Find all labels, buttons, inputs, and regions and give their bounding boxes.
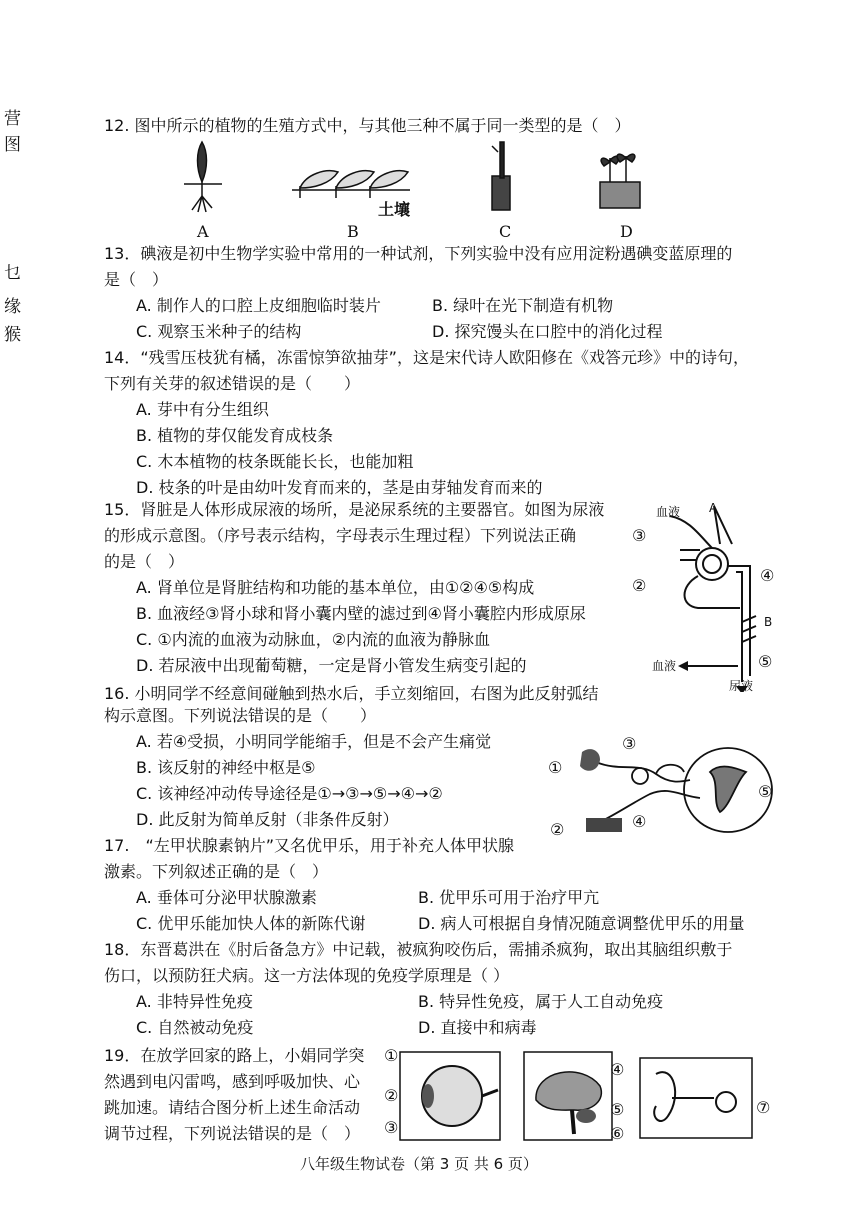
- page-footer: 八年级生物试卷（第 3 页 共 6 页）: [300, 1155, 538, 1173]
- marker-4: ④: [760, 566, 775, 585]
- q19-stem: 调节过程，下列说法错误的是（ ）: [104, 1124, 361, 1143]
- q16-stem: 构示意图。下列说法错误的是（ ）: [104, 706, 377, 725]
- reflex-arc-diagram: [560, 732, 780, 842]
- q17-option-d: D. 病人可根据自身情况随意调整优甲乐的用量: [418, 914, 745, 933]
- marker-6: ⑥: [610, 1124, 625, 1143]
- marker-2: ②: [550, 820, 565, 839]
- q12-figure: [170, 138, 650, 238]
- brain-diagram: [522, 1050, 614, 1142]
- q14-option-d: D. 枝条的叶是由幼叶发育而来的，茎是由芽轴发育而来的: [136, 478, 543, 497]
- eye-diagram: [398, 1050, 502, 1142]
- q13-stem: 13．碘液是初中生物学实验中常用的一种试剂，下列实验中没有应用淀粉遇碘变蓝原理的: [104, 244, 733, 263]
- q14-option-c: C. 木本植物的枝条既能长长，也能加粗: [136, 452, 414, 471]
- q17-stem: 17. “左甲状腺素钠片”又名优甲乐，用于补充人体甲状腺: [104, 836, 515, 855]
- marker-5: ⑤: [758, 652, 773, 671]
- marker-2: ②: [384, 1086, 399, 1105]
- figure-b-icon: [292, 171, 410, 198]
- figure-c-icon: [492, 142, 510, 210]
- q16-option-d: D. 此反射为简单反射（非条件反射）: [136, 810, 399, 829]
- q14-option-b: B. 植物的芽仅能发育成枝条: [136, 426, 334, 445]
- margin-char: 图: [4, 135, 21, 155]
- q15-option-b: B. 血液经③肾小球和肾小囊内壁的滤过到④肾小囊腔内形成原尿: [136, 604, 586, 623]
- q13-option-c: C. 观察玉米种子的结构: [136, 322, 302, 341]
- q15-option-c: C. ①内流的血液为动脉血，②内流的血液为静脉血: [136, 630, 491, 649]
- q19-stem: 19．在放学回家的路上，小娟同学突: [104, 1046, 365, 1065]
- soil-label: 土壤: [378, 200, 411, 219]
- blood-in-label: 血液: [656, 505, 681, 519]
- marker-1: ①: [548, 758, 563, 777]
- q17-option-a: A. 垂体可分泌甲状腺激素: [136, 888, 317, 907]
- letter-b-label: B: [764, 615, 773, 629]
- figure-label: C: [499, 222, 512, 241]
- q18-stem: 18．东晋葛洪在《肘后备急方》中记载，被疯狗咬伤后，需捕杀疯狗，取出其脑组织敷于: [104, 940, 733, 959]
- marker-5: ⑤: [610, 1100, 625, 1119]
- marker-7: ⑦: [756, 1098, 771, 1117]
- margin-char: 猴: [4, 325, 21, 345]
- urine-label: 尿液: [729, 679, 754, 693]
- q14-stem: 下列有关芽的叙述错误的是（ ）: [104, 374, 361, 393]
- q18-stem: 伤口，以预防狂犬病。这一方法体现的免疫学原理是（ ）: [104, 966, 510, 985]
- q18-option-a: A. 非特异性免疫: [136, 992, 253, 1011]
- blood-out-label: 血液: [652, 659, 677, 673]
- letter-a-label: A: [709, 501, 718, 515]
- q19-stem: 跳加速。请结合图分析上述生命活动: [104, 1098, 361, 1117]
- q14-option-a: A. 芽中有分生组织: [136, 400, 269, 419]
- q16-stem: 16. 小明同学不经意间碰触到热水后，手立刻缩回，右图为此反射弧结: [104, 684, 599, 703]
- q15-option-d: D. 若尿液中出现葡萄糖，一定是肾小管发生病变引起的: [136, 656, 527, 675]
- q18-option-c: C. 自然被动免疫: [136, 1018, 254, 1037]
- q13-option-b: B. 绿叶在光下制造有机物: [432, 296, 614, 315]
- margin-char: 营: [4, 109, 21, 129]
- q17-stem: 激素。下列叙述正确的是（ ）: [104, 862, 329, 881]
- q12-stem: 12. 图中所示的植物的生殖方式中，与其他三种不属于同一类型的是（ ）: [104, 116, 631, 135]
- q13-option-d: D. 探究馒头在口腔中的消化过程: [432, 322, 663, 341]
- marker-3: ③: [622, 734, 637, 753]
- q17-option-b: B. 优甲乐可用于治疗甲亢: [418, 888, 600, 907]
- ear-diagram: [638, 1056, 754, 1140]
- q13-stem: 是（ ）: [104, 270, 169, 289]
- q15-option-a: A. 肾单位是肾脏结构和功能的基本单位，由①②④⑤构成: [136, 578, 535, 597]
- q14-stem: 14．“残雪压枝犹有橘，冻雷惊笋欲抽芽”，这是宋代诗人欧阳修在《戏答元珍》中的诗句，: [104, 348, 749, 367]
- q16-option-c: C. 该神经冲动传导途径是①→③→⑤→④→②: [136, 784, 443, 803]
- marker-3: ③: [632, 526, 647, 545]
- q15-stem: 的形成示意图。（序号表示结构，字母表示生理过程）下列说法正确: [104, 526, 577, 545]
- q16-option-b: B. 该反射的神经中枢是⑤: [136, 758, 316, 777]
- marker-4: ④: [632, 812, 647, 831]
- margin-char: 乜: [4, 263, 21, 283]
- marker-5: ⑤: [758, 782, 773, 801]
- figure-label: B: [347, 222, 359, 241]
- q18-option-d: D. 直接中和病毒: [418, 1018, 537, 1037]
- figure-label: D: [620, 222, 633, 241]
- marker-4: ④: [610, 1060, 625, 1079]
- q18-option-b: B. 特异性免疫，属于人工自动免疫: [418, 992, 664, 1011]
- q15-stem: 的是（ ）: [104, 552, 185, 571]
- q16-option-a: A. 若④受损，小明同学能缩手，但是不会产生痛觉: [136, 732, 492, 751]
- marker-1: ①: [384, 1046, 399, 1065]
- marker-2: ②: [632, 576, 647, 595]
- margin-char: 缘: [4, 297, 21, 317]
- q19-stem: 然遇到电闪雷鸣，感到呼吸加快、心: [104, 1072, 361, 1091]
- figure-label: A: [197, 222, 209, 241]
- q13-option-a: A. 制作人的口腔上皮细胞临时装片: [136, 296, 381, 315]
- figure-a-icon: [184, 142, 222, 212]
- q15-stem: 15．肾脏是人体形成尿液的场所，是泌尿系统的主要器官。如图为尿液: [104, 500, 605, 519]
- q17-option-c: C. 优甲乐能加快人体的新陈代谢: [136, 914, 366, 933]
- figure-d-icon: [600, 154, 640, 208]
- marker-3: ③: [384, 1118, 399, 1137]
